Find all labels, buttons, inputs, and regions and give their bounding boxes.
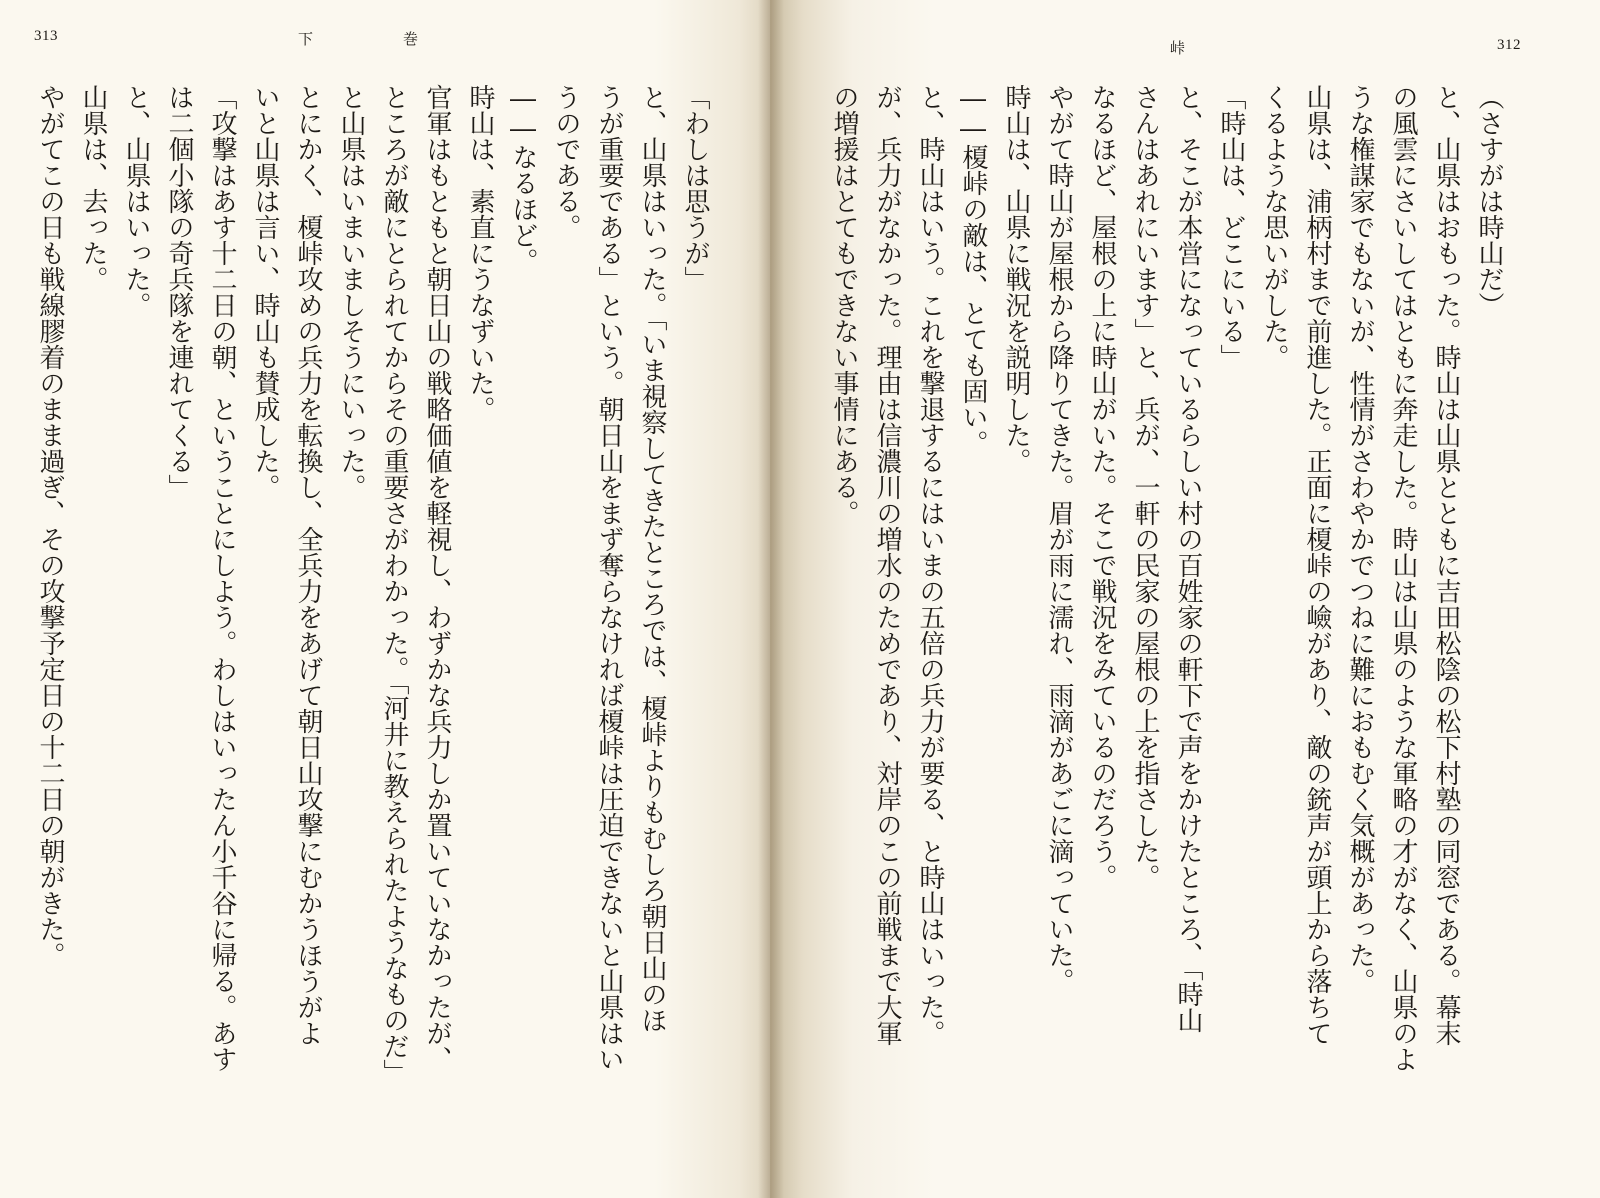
text-column: 時山は、山県に戦況を説明した。 <box>1001 84 1031 474</box>
left-page <box>0 0 770 1198</box>
text-column: ――なるほど。 <box>508 84 538 274</box>
text-column: くるような思いがした。 <box>1259 84 1289 370</box>
text-column: と、山県はいった。「いま視察してきたところでは、榎峠よりもむしろ朝日山のほ <box>637 84 667 1033</box>
text-column: と、時山はいう。これを撃退するにはいまの五倍の兵力が要る、と時山はいった。 <box>915 84 945 1046</box>
page-number: 312 <box>1497 37 1521 53</box>
book-gutter <box>758 0 784 1198</box>
text-column: と、山県はいった。 <box>121 84 151 318</box>
running-title: 峠 <box>1170 39 1186 57</box>
text-column: うのである。 <box>551 84 581 240</box>
text-column: と、山県はおもった。時山は山県とともに吉田松陰の松下村塾の同窓である。幕末 <box>1431 84 1461 1046</box>
right-page <box>770 0 1600 1198</box>
text-column: 官軍はもともと朝日山の戦略価値を軽視し、わずかな兵力しか置いていなかったが、 <box>422 84 452 1072</box>
text-column: ――榎峠の敵は、とても固い。 <box>958 84 988 456</box>
text-column: やがて時山が屋根から降りてきた。眉が雨に濡れ、雨滴があごに滴っていた。 <box>1044 84 1074 994</box>
text-column: ところが敵にとられてからその重要さがわかった。「河井に教えられたようなものだ」 <box>379 84 409 1085</box>
running-title: 下 巻 <box>298 30 419 48</box>
text-column: と、そこが本営になっているらしい村の百姓家の軒下で声をかけたところ、「時山 <box>1173 84 1203 1033</box>
text-column: さんはあれにいます」と、兵が、一軒の民家の屋根の上を指さした。 <box>1130 84 1160 890</box>
text-column: 山県は、浦柄村まで前進した。正面に榎峠の嶮があり、敵の銃声が頭上から落ちて <box>1302 84 1332 1046</box>
text-column: 時山は、素直にうなずいた。 <box>465 84 495 422</box>
text-column: やがてこの日も戦線膠着のまま過ぎ、その攻撃予定日の十二日の朝がきた。 <box>35 84 65 968</box>
text-column: いと山県は言い、時山も賛成した。 <box>250 84 280 500</box>
text-column: の風雲にさいしてはともに奔走した。時山は山県のような軍略の才がなく、山県のよ <box>1388 84 1418 1072</box>
text-column: 「わしは思うが」 <box>680 84 710 292</box>
page-number: 313 <box>34 28 58 44</box>
text-column: と山県はいまいましそうにいった。 <box>336 84 366 500</box>
text-column: うな権謀家でもないが、性情がさわやかでつねに難におもむく気概があった。 <box>1345 84 1375 994</box>
text-column: 「時山は、どこにいる」 <box>1216 84 1246 370</box>
text-column: うが重要である」という。朝日山をまず奪らなければ榎峠は圧迫できないと山県はい <box>594 84 624 1072</box>
text-column: は二個小隊の奇兵隊を連れてくる」 <box>164 84 194 500</box>
text-column: （さすがは時山だ） <box>1474 84 1504 318</box>
text-column: 山県は、去った。 <box>78 84 108 292</box>
text-column: の増援はとてもできない事情にある。 <box>829 84 859 526</box>
text-column: とにかく、榎峠攻めの兵力を転換し、全兵力をあげて朝日山攻撃にむかうほうがよ <box>293 84 323 1046</box>
text-column: なるほど、屋根の上に時山がいた。そこで戦況をみているのだろう。 <box>1087 84 1117 890</box>
text-column: 「攻撃はあす十二日の朝、ということにしよう。わしはいったん小千谷に帰る。あす <box>207 84 237 1072</box>
text-column: が、兵力がなかった。理由は信濃川の増水のためであり、対岸のこの前戦まで大軍 <box>872 84 902 1046</box>
